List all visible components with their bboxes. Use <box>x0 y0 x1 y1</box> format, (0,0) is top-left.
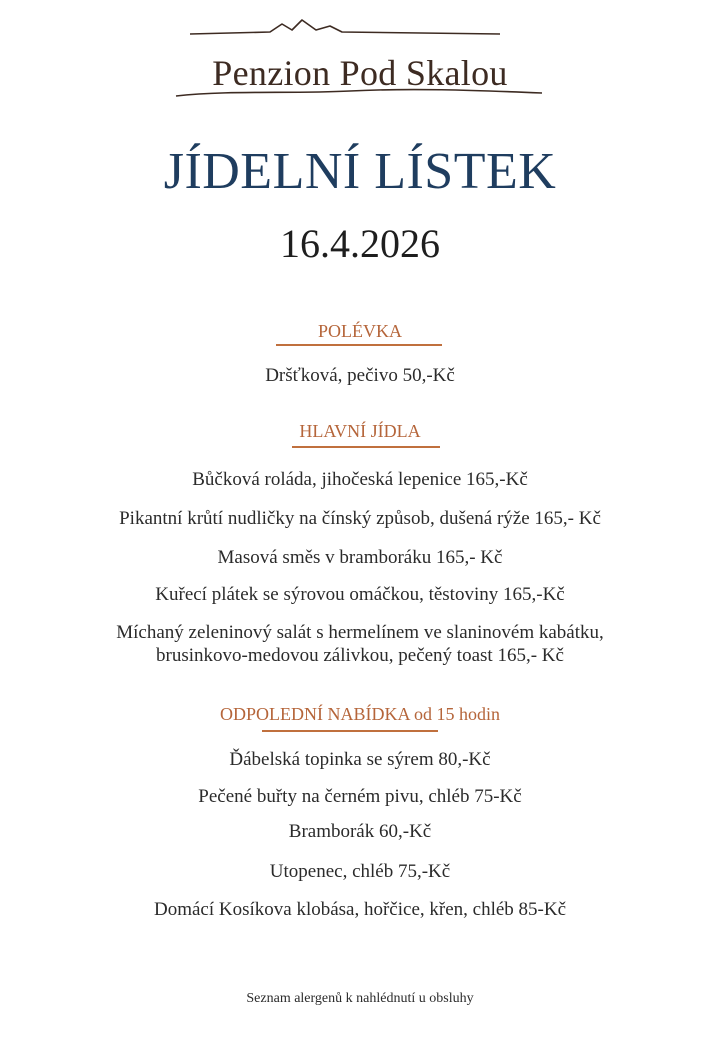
menu-item: Dršťková, pečivo 50,-Kč <box>265 365 455 386</box>
menu-item: Bůčková roláda, jihočeská lepenice 165,-Kč <box>192 469 528 490</box>
page-title: JÍDELNÍ LÍSTEK <box>163 143 557 200</box>
section-heading-afternoon <box>0 704 720 725</box>
section-heading-label: HLAVNÍ JÍDLA <box>299 421 421 441</box>
logo <box>170 14 550 104</box>
menu-item: Ďábelská topinka se sýrem 80,-Kč <box>229 749 491 770</box>
section-heading-main <box>0 421 720 442</box>
menu-item: Kuřecí plátek se sýrovou omáčkou, těstoviny 165,-Kč <box>155 584 565 605</box>
heading-underline <box>262 730 438 732</box>
menu-item: Pečené buřty na černém pivu, chléb 75-Kč <box>198 786 522 807</box>
allergen-note: Seznam alergenů k nahlédnutí u obsluhy <box>246 991 474 1006</box>
menu-item: Domácí Kosíkova klobása, hořčice, křen, chléb 85-Kč <box>153 899 567 920</box>
section-heading-label: ODPOLEDNÍ NABÍDKA od 15 hodin <box>220 704 500 724</box>
menu-item: brusinkovo-medovou zálivkou, pečený toast 165,- Kč <box>156 645 564 666</box>
logo-text: Penzion Pod Skalou <box>212 53 508 93</box>
menu-item: Pikantní krůtí nudličky na čínský způsob, dušená rýže 165,- Kč <box>119 508 601 529</box>
section-heading-label: POLÉVKA <box>318 321 402 341</box>
menu-item: Masová směs v bramboráku 165,- Kč <box>217 547 503 568</box>
menu-date: 16.4.2026 <box>280 221 440 266</box>
menu-item: Bramborák 60,-Kč <box>288 821 432 842</box>
heading-underline <box>292 446 440 448</box>
section-heading-soup <box>0 321 720 342</box>
heading-underline <box>276 344 442 346</box>
menu-item: Míchaný zeleninový salát s hermelínem ve slaninovém kabátku, <box>116 622 604 643</box>
menu-item: Utopenec, chléb 75,-Kč <box>269 861 451 882</box>
